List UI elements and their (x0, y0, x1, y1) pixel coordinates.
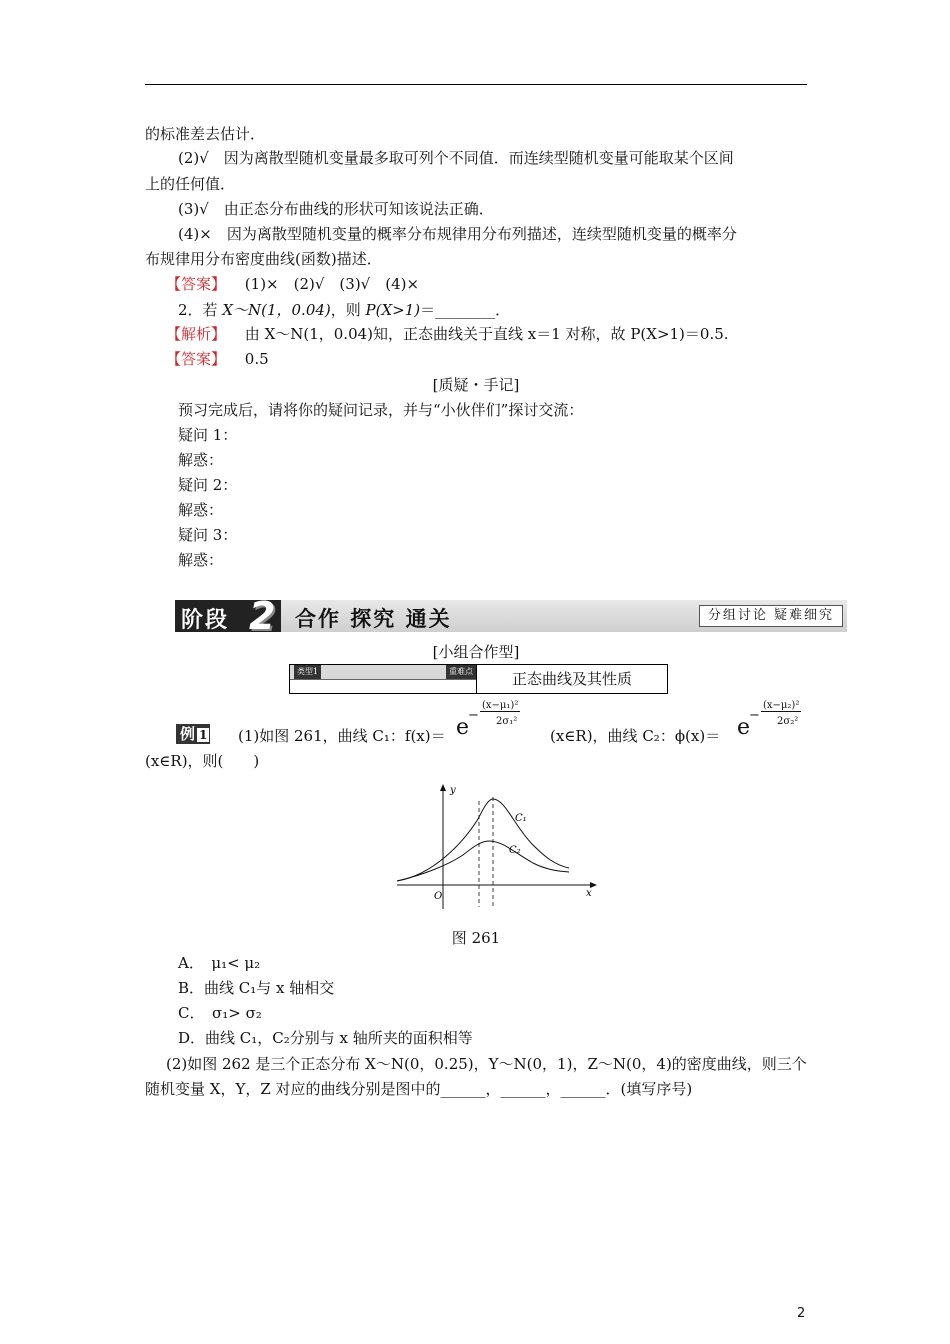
analysis-label: 【解析】 (166, 325, 227, 343)
q2-mid: ，则 (330, 301, 366, 319)
question-2 (178, 300, 510, 320)
note-line: 疑问 3： (178, 526, 238, 544)
answer-label: 【答案】 (166, 275, 227, 293)
text-line: (2)√ 因为离散型随机变量最多取可列个不同值．而连续型随机变量可能取某个区间 (178, 149, 734, 167)
c2-label: C₂ (509, 845, 521, 856)
exponent-2-num: (x−μ₂)² (763, 700, 800, 711)
answer-text: (1)× (2)√ (3)√ (4)× (244, 275, 420, 293)
part2-line-2: 随机变量 X，Y，Z 对应的曲线分别是图中的______，______，______．(填写序号) (145, 1080, 693, 1098)
q2-post: ＝________． (420, 301, 511, 319)
answer2-label: 【答案】 (166, 350, 227, 368)
note-line: 疑问 1： (178, 426, 238, 444)
answer2-text: 0.5 (244, 350, 269, 368)
option-a: A． μ₁< μ₂ (178, 954, 261, 972)
option-c: C． σ₁> σ₂ (178, 1004, 262, 1022)
example-tag-number: 1 (199, 728, 208, 742)
difficulty-tag: 重难点 (446, 665, 476, 679)
example-line-1a: (1)如图 261，曲线 C₁：f(x)＝ (238, 727, 446, 745)
stage-title: 合作 探究 通关 (295, 607, 452, 631)
q2-prob: P(X>1) (365, 301, 421, 319)
normal-curve-figure (393, 783, 603, 911)
curve-c2 (397, 841, 569, 881)
stage-tag: 分组讨论 疑难细究 (699, 605, 843, 627)
example-tag-label: 例 (180, 725, 196, 743)
analysis-text: 由 X～N(1，0.04)知，正态曲线关于直线 x＝1 对称，故 P(X>1)＝0.5. (244, 325, 729, 343)
text-line: (4)× 因为离散型随机变量的概率分布规律用分布列描述，连续型随机变量的概率分 (178, 225, 737, 243)
stage-label: 阶段 (181, 608, 230, 633)
exp-base-1: e (456, 715, 470, 740)
curve-c1 (397, 799, 569, 881)
note-line: 解惑： (178, 501, 224, 519)
type-box (289, 664, 668, 694)
type-box-title: 正态曲线及其性质 (511, 670, 632, 688)
y-axis-arrow (440, 784, 446, 791)
stage-number: 2 (249, 594, 276, 638)
text-line: 的标准差去估计． (145, 125, 266, 143)
group-title: [小组合作型] (432, 643, 520, 661)
exponent-2-den: 2σ₂² (777, 716, 799, 727)
exponent-1-num: (x−μ₁)² (482, 700, 519, 711)
notes-intro: 预习完成后，请将你的疑问记录，并与“小伙伴们”探讨交流： (178, 401, 584, 419)
q2-pre: 2．若 (178, 301, 223, 319)
example-tag (176, 724, 210, 744)
analysis-line (166, 324, 729, 344)
option-b: B．曲线 C₁与 x 轴相交 (178, 979, 335, 997)
note-line: 疑问 2： (178, 476, 238, 494)
type-tag: 类型1 (294, 665, 321, 679)
answer2-line (166, 349, 269, 369)
answer-line (166, 274, 419, 294)
example-line-1b: (x∈R)，曲线 C₂：ϕ(x)＝ (550, 727, 721, 745)
note-line: 解惑： (178, 451, 224, 469)
page-number: 2 (797, 1306, 806, 1321)
exponent-1-den: 2σ₁² (496, 716, 518, 727)
text-line: 上的任何值． (145, 175, 236, 193)
stage-banner (175, 594, 847, 638)
x-label: x (586, 888, 592, 899)
part2-line-1: (2)如图 262 是三个正态分布 X～N(0，0.25)，Y～N(0，1)，Z～N(0，4)的密度曲线，则三个 (166, 1055, 807, 1073)
stage-label-box (175, 594, 281, 638)
notes-title: [质疑・手记] (432, 376, 520, 394)
y-label: y (450, 785, 456, 796)
q2-dist: X～N(1，0.04) (222, 301, 331, 319)
example-line-2: (x∈R)，则( ) (145, 752, 260, 770)
type-box-left (290, 665, 476, 680)
text-line: 布规律用分布密度曲线(函数)描述． (145, 250, 382, 268)
figure-caption: 图 261 (451, 929, 501, 947)
c1-label: C₁ (515, 813, 527, 824)
exp-base-2: e (737, 715, 751, 740)
note-line: 解惑： (178, 551, 224, 569)
origin-label: O (434, 891, 443, 902)
text-line: (3)√ 由正态分布曲线的形状可知该说法正确． (178, 200, 494, 218)
option-d: D．曲线 C₁，C₂分别与 x 轴所夹的面积相等 (178, 1029, 473, 1047)
header-rule (145, 84, 807, 85)
